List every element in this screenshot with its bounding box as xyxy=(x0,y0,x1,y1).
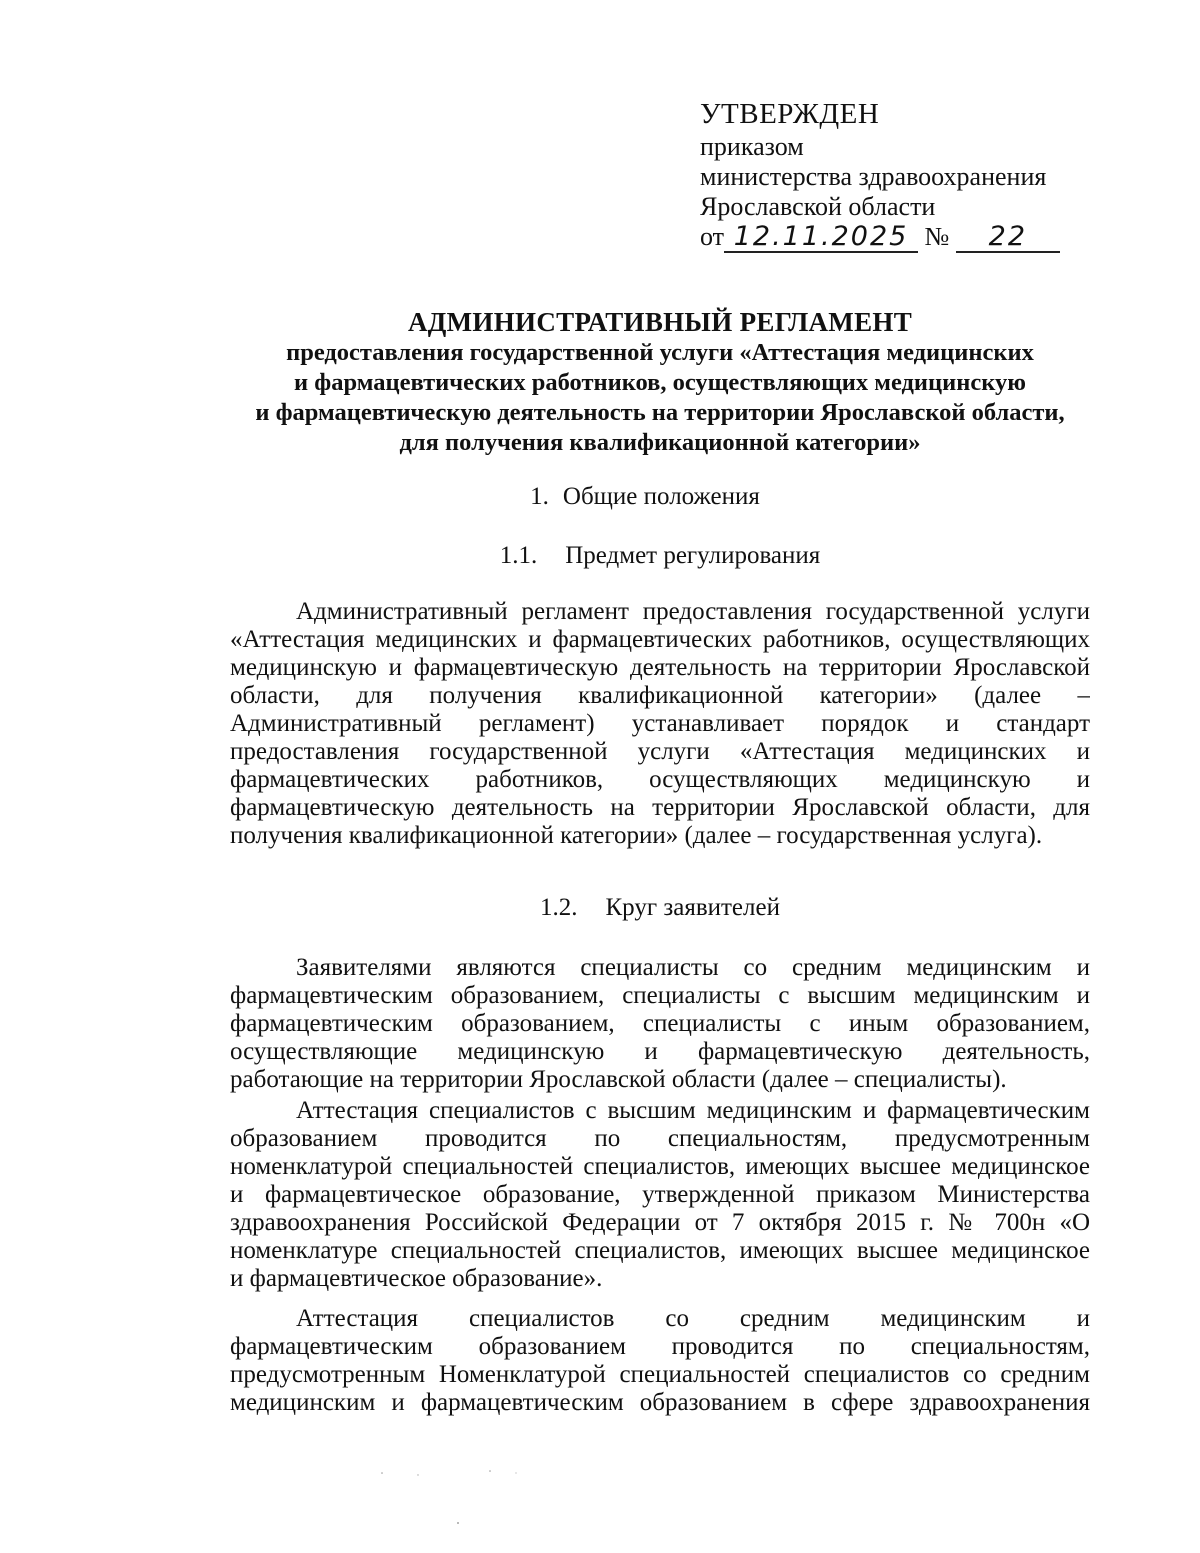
paragraph-subject xyxy=(230,598,1090,850)
section-number: 1.1. xyxy=(499,542,538,569)
paragraph-line: образованием проводится по специальностям, предусмотренным xyxy=(230,1125,1090,1152)
section-title: Предмет регулирования xyxy=(565,542,821,569)
section-heading-1 xyxy=(0,482,1200,512)
paragraph-line: и фармацевтическое образование». xyxy=(230,1265,603,1292)
subtitle-line: и фармацевтическую деятельность на территории Ярославской области, xyxy=(255,399,1065,426)
paragraph-line: осуществляющие медицинскую и фармацевтическую деятельность, xyxy=(230,1038,1090,1065)
scan-noise xyxy=(370,1465,570,1535)
section-title: Круг заявителей xyxy=(605,894,780,921)
document-subtitle xyxy=(180,338,1140,458)
handwritten-number: 22 xyxy=(956,223,1060,253)
section-heading-1-1 xyxy=(0,541,1200,571)
paragraph-line: фармацевтическую деятельность на территории Ярославской области, для xyxy=(230,794,1090,821)
paragraph-line: Административный регламент предоставления государственной услуги xyxy=(296,598,1090,625)
paragraph-line: фармацевтическим образованием, специалисты с высшим медицинским и xyxy=(230,982,1090,1009)
paragraph-higher-education xyxy=(230,1097,1090,1293)
approval-line-order: приказом xyxy=(700,132,804,161)
section-heading-1-2 xyxy=(0,893,1200,923)
date-prefix: от xyxy=(700,222,725,251)
paragraph-line: номенклатурой специальностей специалистов, имеющих высшее медицинское xyxy=(230,1153,1090,1180)
paragraph-line: предусмотренным Номенклатурой специальностей специалистов со средним xyxy=(230,1361,1090,1388)
subtitle-line: и фармацевтических работников, осуществляющих медицинскую xyxy=(294,369,1026,396)
paragraph-line: Административный регламент) устанавливает порядок и стандарт xyxy=(230,710,1090,737)
paragraph-line: медицинским и фармацевтическим образованием в сфере здравоохранения xyxy=(230,1389,1090,1416)
paragraph-line: номенклатуре специальностей специалистов, имеющих высшее медицинское xyxy=(230,1237,1090,1264)
paragraph-line: «Аттестация медицинских и фармацевтических работников, осуществляющих xyxy=(230,626,1090,653)
paragraph-line: предоставления государственной услуги «Аттестация медицинских и xyxy=(230,738,1090,765)
paragraph-line: и фармацевтическое образование, утвержденной приказом Министерства xyxy=(230,1181,1090,1208)
paragraph-line: фармацевтическим образованием, специалисты с иным образованием, xyxy=(230,1010,1090,1037)
approval-line-region: Ярославской области xyxy=(700,192,936,221)
paragraph-line: получения квалификационной категории» (далее – государственная услуга). xyxy=(230,822,1043,849)
paragraph-applicants xyxy=(230,954,1090,1094)
section-number: 1.2. xyxy=(540,894,578,921)
paragraph-line: области, для получения квалификационной категории» (далее – xyxy=(230,682,1090,709)
paragraph-line: Аттестация специалистов со средним медицинским и xyxy=(296,1305,1090,1332)
handwritten-date: 12.11.2025 xyxy=(724,223,918,253)
approval-title: УТВЕРЖДЕН xyxy=(700,98,880,130)
subtitle-line: предоставления государственной услуги «Аттестация медицинских xyxy=(286,339,1034,366)
document-title-block xyxy=(180,306,1140,458)
approval-line-ministry: министерства здравоохранения xyxy=(700,162,1047,191)
paragraph-line: здравоохранения Российской Федерации от 7 октября 2015 г. № 700н «О xyxy=(230,1209,1090,1236)
section-number: 1. xyxy=(530,483,549,510)
paragraph-secondary-education xyxy=(230,1305,1090,1417)
number-prefix: № xyxy=(924,222,950,251)
paragraph-line: фармацевтических работников, осуществляющих медицинскую и xyxy=(230,766,1090,793)
approval-date-line xyxy=(700,222,1100,253)
paragraph-line: работающие на территории Ярославской области (далее – специалисты). xyxy=(230,1066,1007,1093)
document-title: АДМИНИСТРАТИВНЫЙ РЕГЛАМЕНТ xyxy=(407,307,913,337)
subtitle-line: для получения квалификационной категории» xyxy=(399,429,921,456)
paragraph-line: Заявителями являются специалисты со средним медицинским и xyxy=(296,954,1090,981)
approval-block xyxy=(700,96,1100,253)
paragraph-line: медицинскую и фармацевтическую деятельность на территории Ярославской xyxy=(230,654,1090,681)
paragraph-line: Аттестация специалистов с высшим медицинским и фармацевтическим xyxy=(296,1097,1090,1124)
section-title: Общие положения xyxy=(562,483,760,510)
paragraph-line: фармацевтическим образованием проводится по специальностям, xyxy=(230,1333,1090,1360)
